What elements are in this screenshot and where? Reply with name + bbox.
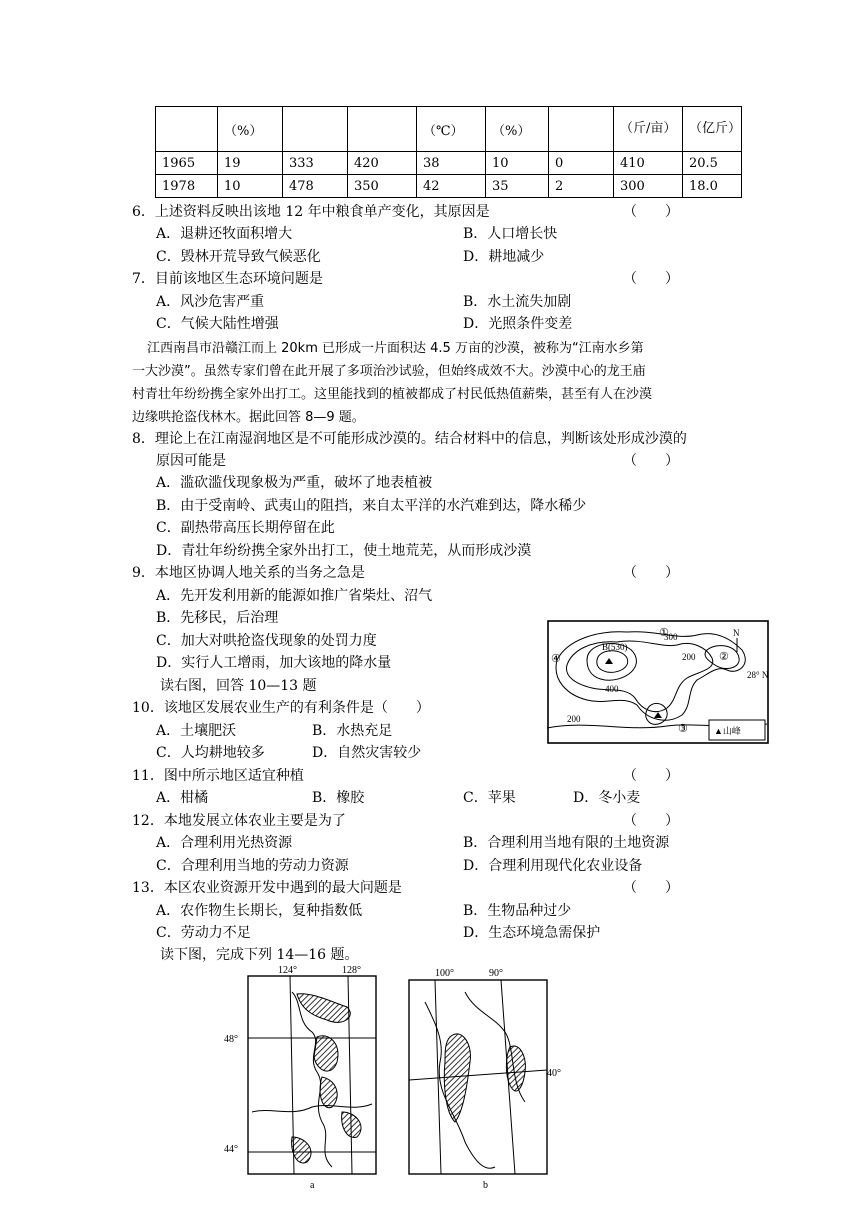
option-d: D．冬小麦 [573, 790, 641, 806]
table-cell [348, 107, 417, 152]
table-cell: （%） [486, 107, 549, 152]
option-b: B．水土流失加剧 [463, 294, 572, 310]
map-frame [409, 980, 547, 1174]
table-cell [283, 107, 348, 152]
north-label: N [733, 628, 740, 638]
answer-bracket: （ ） [623, 880, 679, 896]
table-row [156, 152, 742, 175]
table-cell: 1965 [156, 152, 218, 175]
option-c: C．劳动力不足 [156, 925, 251, 941]
table-cell: 35 [486, 175, 549, 198]
option-b: B．合理利用当地有限的土地资源 [463, 835, 670, 851]
table-cell [156, 107, 218, 152]
option-a: A．合理利用光热资源 [156, 835, 293, 851]
table-cell: 10 [218, 175, 283, 198]
contour-label: 200 [682, 652, 696, 662]
table-cell: 420 [348, 152, 417, 175]
map-a [222, 962, 382, 1192]
table-cell: 20.5 [683, 152, 742, 175]
question-9-stem: 9．本地区协调人地关系的当务之急是 [132, 565, 365, 581]
question-8-stem-cont: 原因可能是 [156, 453, 226, 469]
option-c: C．毁林开荒导致气候恶化 [156, 249, 321, 265]
question-8-stem: 8．理论上在江南湿润地区是不可能形成沙漠的。结合材料中的信息，判断该处形成沙漠的 [132, 431, 687, 447]
table-cell: 350 [348, 175, 417, 198]
option-a: A．农作物生长期长，复种指数低 [156, 903, 363, 919]
latitude-label: 40° [547, 1068, 561, 1079]
table-row [156, 175, 742, 198]
table-cell: （℃） [417, 107, 486, 152]
table-cell [549, 107, 614, 152]
table-cell: 10 [486, 152, 549, 175]
question-10-stem: 10．该地区发展农业生产的有利条件是（ ） [132, 700, 430, 716]
table-cell: 300 [614, 175, 683, 198]
answer-bracket: （ ） [623, 813, 679, 829]
table-cell: （斤/亩） [614, 107, 683, 152]
table-cell: 0 [549, 152, 614, 175]
option-c: C．合理利用当地的劳动力资源 [156, 858, 349, 874]
option-b: B．生物品种过少 [463, 903, 572, 919]
legend-label: ▲山峰 [714, 726, 741, 736]
table-header-row [156, 107, 742, 152]
option-c: C．加大对哄抢盗伐现象的处罚力度 [156, 633, 377, 649]
latitude-label: 44° [224, 1144, 238, 1155]
answer-bracket: （ ） [623, 271, 679, 287]
option-d: D．耕地减少 [463, 249, 545, 265]
option-d: D．实行人工增雨，加大该地的降水量 [156, 655, 392, 671]
contour-label: 200 [567, 714, 581, 724]
option-a: A．先开发利用新的能源如推广省柴灶、沼气 [156, 588, 433, 604]
instruction: 读右图，回答 10—13 题 [160, 678, 317, 694]
option-a: A．退耕还牧面积增大 [156, 226, 293, 242]
question-6-stem: 6．上述资料反映出该地 12 年中粮食单产变化，其原因是 [132, 204, 490, 220]
passage-line: 村青壮年纷纷携全家外出打工。这里能找到的植被都成了村民低热值薪柴，甚至有人在沙漠 [132, 387, 653, 402]
table-cell: 19 [218, 152, 283, 175]
longitude-label: 100° [435, 968, 454, 979]
option-c: C．气候大陆性增强 [156, 316, 279, 332]
answer-bracket: （ ） [623, 768, 679, 784]
answer-bracket: （ ） [623, 204, 679, 220]
data-table [155, 106, 742, 198]
table-cell: 333 [283, 152, 348, 175]
table-cell: （亿斤） [683, 107, 742, 152]
question-7-stem: 7．目前该地区生态环境问题是 [132, 271, 323, 287]
table-cell: 478 [283, 175, 348, 198]
option-c: C．副热带高压长期停留在此 [156, 520, 335, 536]
point-marker: ① [659, 627, 669, 639]
point-marker: ③ [678, 723, 688, 735]
point-marker: ② [719, 651, 729, 663]
answer-bracket: （ ） [623, 565, 679, 581]
question-12-stem: 12．本地发展立体农业主要是为了 [132, 813, 346, 829]
table-cell: 1978 [156, 175, 218, 198]
hatched-region [506, 1046, 525, 1091]
answer-bracket: （ ） [623, 453, 679, 469]
table-cell: 2 [549, 175, 614, 198]
option-c: C．人均耕地较多 [156, 745, 265, 761]
option-b: B．先移民，后治理 [156, 610, 279, 626]
latitude-label: 28° N [747, 670, 769, 680]
question-13-stem: 13．本区农业资源开发中遇到的最大问题是 [132, 880, 402, 896]
option-d: D．自然灾害较少 [312, 745, 422, 761]
longitude-label: 128° [342, 965, 361, 976]
contour-label: 400 [605, 684, 619, 694]
longitude-label: 90° [489, 968, 503, 979]
option-b: B．由于受南岭、武夷山的阻挡，来自太平洋的水汽难到达，降水稀少 [156, 498, 587, 514]
table-cell: 38 [417, 152, 486, 175]
longitude-label: 124° [278, 965, 297, 976]
question-11-stem: 11．图中所示地区适宜种植 [132, 768, 304, 784]
latitude-label: 48° [224, 1034, 238, 1045]
option-d: D．生态环境急需保护 [463, 925, 601, 941]
instruction: 读下图，完成下列 14—16 题。 [160, 947, 359, 963]
option-a: A．滥砍滥伐现象极为严重，破坏了地表植被 [156, 475, 433, 491]
passage-line: 边缘哄抢盗伐林木。据此回答 8—9 题。 [132, 410, 365, 425]
option-c: C．苹果 [463, 790, 516, 806]
map-b [405, 962, 575, 1192]
option-d: D．光照条件变差 [463, 316, 573, 332]
table-cell: 410 [614, 152, 683, 175]
table-cell: 42 [417, 175, 486, 198]
option-a: A．柑橘 [156, 790, 209, 806]
map-label: b [483, 1180, 488, 1191]
map-label: a [310, 1180, 315, 1191]
option-d: D．合理利用现代化农业设备 [463, 858, 643, 874]
option-a: A．风沙危害严重 [156, 294, 265, 310]
peak-label: B(530) [602, 642, 628, 652]
option-b: B．水热充足 [312, 723, 393, 739]
point-marker: ④ [551, 653, 561, 665]
passage-line: 江西南昌市沿赣江而上 20km 已形成一片面积达 4.5 万亩的沙漠，被称为“江南水乡第 [147, 341, 644, 356]
option-b: B．人口增长快 [463, 226, 558, 242]
contour-label: 300 [664, 632, 678, 642]
option-a: A．土壤肥沃 [156, 723, 237, 739]
table-cell: 18.0 [683, 175, 742, 198]
option-d: D．青壮年纷纷携全家外出打工，使土地荒芜，从而形成沙漠 [156, 543, 532, 559]
passage-line: 一大沙漠”。虽然专家们曾在此开展了多项治沙试验，但始终成效不大。沙漠中心的龙王庙 [132, 364, 646, 379]
contour-map [547, 620, 769, 744]
table-cell: （%） [218, 107, 283, 152]
option-b: B．橡胶 [312, 790, 365, 806]
